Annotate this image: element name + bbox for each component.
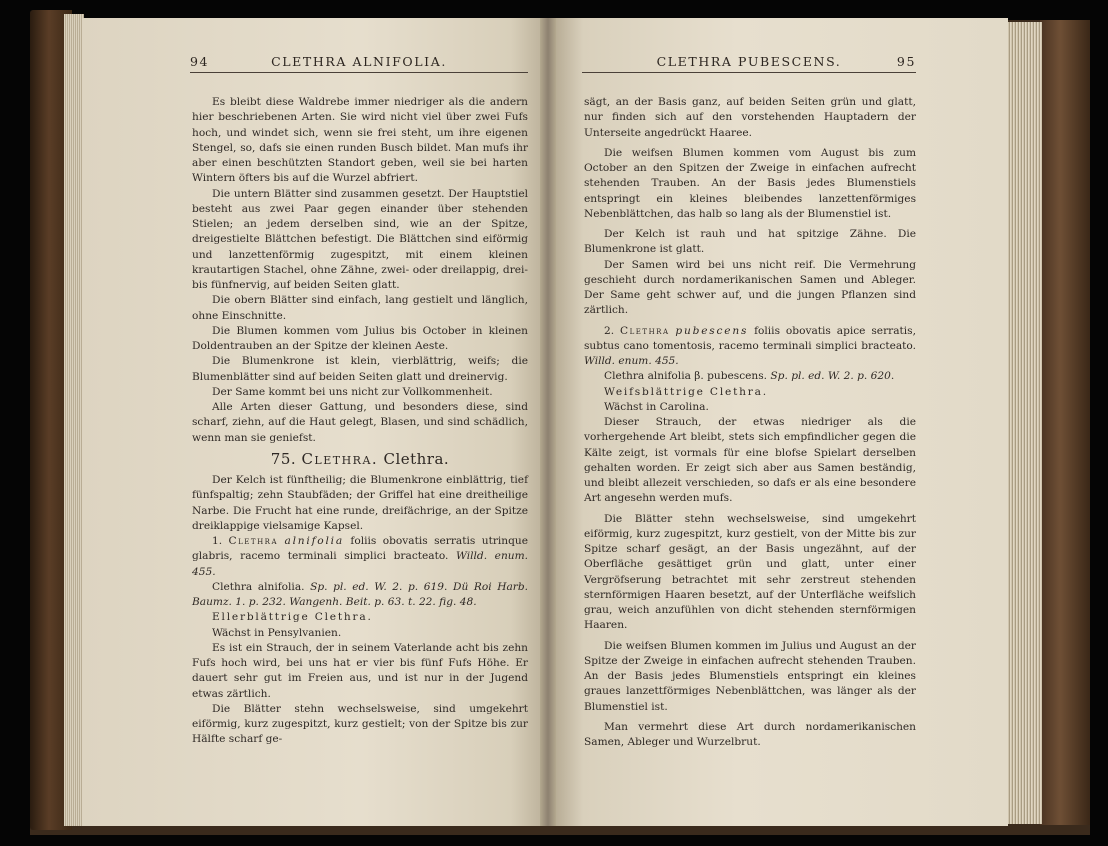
- species-number: 2.: [604, 324, 615, 337]
- common-name: Weifsblättrige Clethra.: [604, 385, 768, 398]
- right-page-text: [584, 95, 916, 750]
- paragraph: Die Blumen kommen vom Julius bis October in kleinen Doldentrauben an der Spitze der kleinen Aeste.: [192, 324, 528, 352]
- section-heading: [192, 449, 528, 468]
- left-page-text: [192, 95, 528, 748]
- left-page-number: 94: [190, 54, 210, 69]
- paragraph: Es bleibt diese Waldrebe immer niedriger als die andern hier beschriebenen Arten. Sie wird nicht viel über zwei Fufs hoch, und windet sich, wenn sie frei steht, um ihre eigenen Stengel, so, dafs sie einen runden Busch bildet. Man mufs ihr aber einen beschützten Standort geben, weil sie bei harten Wintern öfters bis auf die Wurzel abfriert.: [192, 96, 528, 185]
- paragraph: Die Blätter stehn wechselsweise, sind umgekehrt eiförmig, kurz zugespitzt, kurz gestielt; von der Spitze bis zur Hälfte scharf ge-: [192, 702, 528, 746]
- right-page-edges: [1002, 22, 1042, 824]
- right-page-header: [582, 50, 916, 73]
- right-running-title: CLETHRA PUBESCENS.: [656, 54, 842, 69]
- synonym-name: Clethra alnifolia β. pubescens.: [604, 370, 768, 383]
- synonym-line: [192, 580, 528, 611]
- book-gutter: [540, 18, 556, 826]
- section-latin-name: Clethra.: [301, 449, 379, 468]
- section-german-name: Clethra.: [383, 449, 450, 468]
- paragraph: Die obern Blätter sind einfach, lang gestielt und länglich, ohne Einschnitte.: [192, 294, 528, 322]
- paragraph: Der Kelch ist rauh und hat spitzige Zähne. Die Blumenkrone ist glatt.: [584, 228, 916, 256]
- habitat: Wächst in Carolina.: [604, 400, 709, 413]
- species-genus: Clethra: [620, 324, 670, 337]
- species-reference: Willd. enum. 455.: [584, 355, 679, 367]
- habitat: Wächst in Pensylvanien.: [212, 626, 342, 639]
- paragraph: Die untern Blätter sind zusammen gesetzt. Der Hauptstiel besteht aus zwei Paar gegen einander über stehenden Stielen; an jedem derselben sind, wie an der Spitze, dreigestielte Blättchen befestigt. Die Blättchen sind eiförmig und lanzettenförmig zugespitzt, mit einem kleinen krautartigen Stachel, ohne Zähne, zwei- oder dreilappig, drei- bis fünfnervig, auf beiden Seiten glatt.: [192, 187, 528, 291]
- left-page-header: [190, 50, 528, 73]
- genus-description: Der Kelch ist fünftheilig; die Blumenkrone einblättrig, tief fünfspaltig; zehn Staubfäden; der Griffel hat eine dreitheilige Narbe. Die Frucht hat eine runde, dreifächrige, an der Spitze dreiklappige vielsamige Kapsel.: [192, 474, 528, 532]
- species-genus: Clethra: [228, 535, 279, 547]
- paragraph: Dieser Strauch, der etwas niedriger als die vorhergehende Art bleibt, stets sich empfindlicher gegen die Kälte zeigt, ist vormals für eine blofse Spielart derselben gehalten worden. Er zeigt sich aber aus Samen beständig, und bleibt allezeit verschieden, so dafs er als eine besondere Art angesehn werden mufs.: [584, 416, 916, 505]
- species-epithet: pubescens: [675, 324, 749, 337]
- synonym-name: Clethra alnifolia.: [212, 580, 305, 593]
- paragraph: Die weifsen Blumen kommen vom August bis zum October an den Spitzen der Zweige in einfachen aufrecht stehenden Trauben. An der Basis jedes Blumenstiels entspringt ein kleines bleibendes lanzettenförmiges Nebenblättchen, das halb so lang als der Blumenstiel ist.: [584, 146, 916, 220]
- synonym-reference: Wangenh. Beit. p. 63. t. 22. fig. 48.: [289, 596, 477, 608]
- paragraph: sägt, an der Basis ganz, auf beiden Seiten grün und glatt, nur finden sich auf den vorstehenden Hauptadern der Unterseite angedrückt Haaree.: [584, 96, 916, 139]
- species-diagnosis: [584, 324, 916, 370]
- species-diagnosis-text: foliis obovatis apice serratis, subtus cano tomentosis, racemo terminali simplici bracteato.: [584, 324, 916, 352]
- species-diagnosis: [192, 534, 528, 580]
- synonym-reference: Sp. pl. ed. W. 2. p. 619.: [310, 580, 448, 593]
- synonym-reference: Dü Roi Harb. Baumz. 1. p. 232.: [192, 580, 528, 608]
- paragraph: Die Blätter stehn wechselsweise, sind umgekehrt eiförmig, kurz zugespitzt, kurz gestielt, von der Mitte bis zur Spitze scharf gesägt, an der Basis ungezähnt, auf der Oberfläche gesättiget grün und glatt, unter einer Vergröfserung betrachtet mit sehr zerstreut stehenden sternförmigen Haaren besetzt, auf der Unterfläche weifslich grau, weich anzufühlen von dicht stehenden sternförmigen Haaren.: [584, 512, 916, 632]
- left-page-edges: [64, 14, 84, 826]
- paragraph: Es ist ein Strauch, der in seinem Vaterlande acht bis zehn Fufs hoch wird, bei uns hat er vier bis fünf Fufs Höhe. Er dauert sehr gut im Freien aus, und ist nur in der Jugend etwas zärtlich.: [192, 641, 528, 700]
- paragraph: Die weifsen Blumen kommen im Julius und August an der Spitze der Zweige in einfachen aufrecht stehenden Trauben. An der Basis jedes Blumenstiels entspringt ein kleines graues lanzettförmiges Nebenblättchen, was länger als der Blumenstiel ist.: [584, 639, 916, 713]
- species-diagnosis-text: foliis obovatis serratis utrinque glabris, racemo terminali simplici bracteato.: [192, 535, 528, 563]
- left-running-title: CLETHRA ALNIFOLIA.: [271, 54, 447, 69]
- synonym-line: [584, 369, 916, 384]
- right-page-number: 95: [896, 54, 916, 69]
- paragraph: Alle Arten dieser Gattung, und besonders diese, sind scharf, ziehn, auf die Haut gelegt, Blasen, und sind schädlich, wenn man sie geniefst.: [192, 401, 528, 444]
- section-number: 75.: [270, 449, 297, 468]
- species-reference: Willd. enum. 455.: [192, 550, 528, 578]
- paragraph: Der Same kommt bei uns nicht zur Vollkommenheit.: [212, 385, 493, 398]
- common-name: Ellerblättrige Clethra.: [212, 611, 373, 624]
- species-epithet: alnifolia: [284, 535, 344, 547]
- synonym-reference: Sp. pl. ed. W. 2. p. 620.: [770, 370, 895, 383]
- paragraph: Die Blumenkrone ist klein, vierblättrig, weifs; die Blumenblätter sind auf beiden Seiten glatt und dreinervig.: [192, 355, 528, 383]
- paragraph: Der Samen wird bei uns nicht reif. Die Vermehrung geschieht durch nordamerikanischen Samen und Ableger. Der Same geht schwer auf, und die jungen Pflanzen sind zärtlich.: [584, 258, 916, 317]
- species-number: 1.: [212, 535, 223, 547]
- paragraph: Man vermehrt diese Art durch nordamerikanischen Samen, Ableger und Wurzelbrut.: [584, 720, 916, 748]
- right-cover: [1040, 20, 1090, 825]
